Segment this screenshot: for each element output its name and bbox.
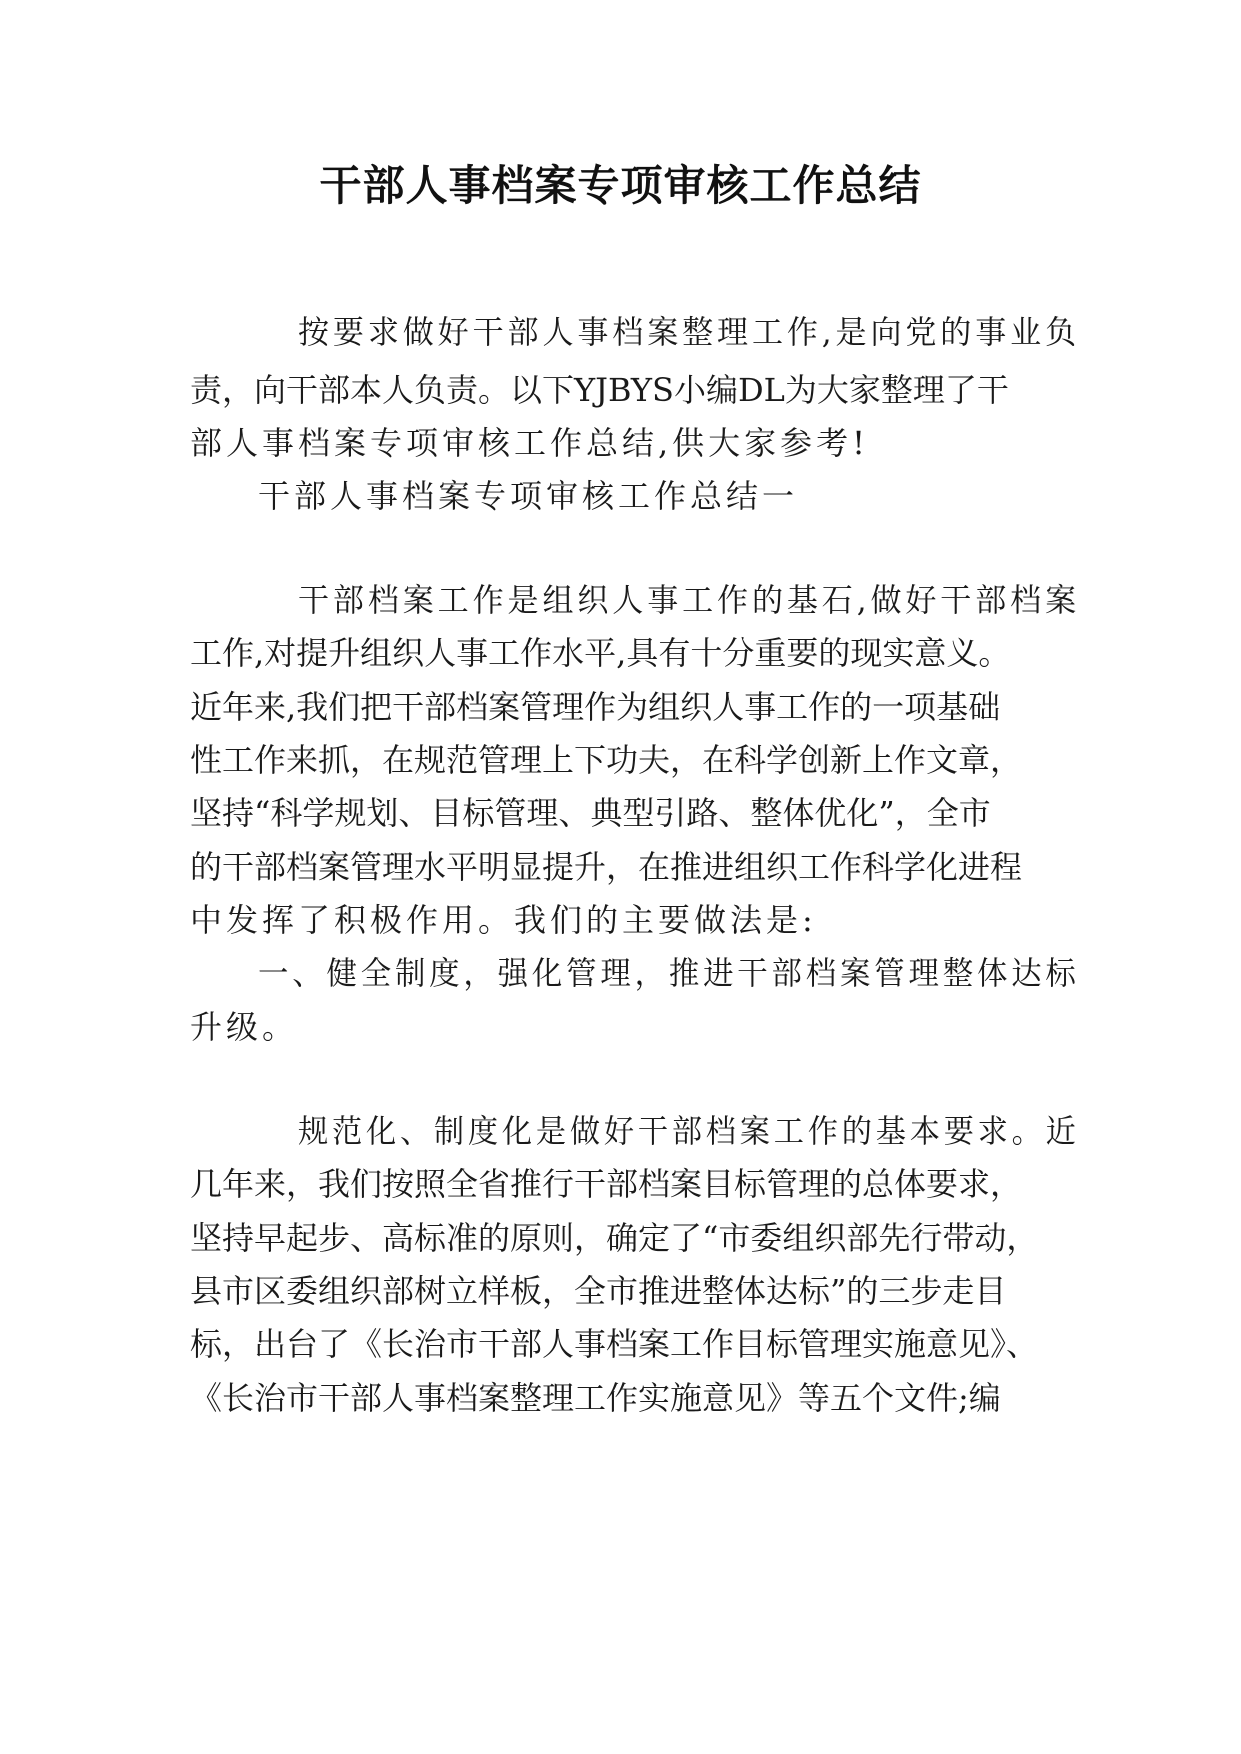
paragraph2-line-3: 坚持早起步、高标准的原则，确定了“市委组织部先行带动， (190, 1219, 1039, 1257)
paragraph2-line-1: 规范化、制度化是做好干部档案工作的基本要求。近 (298, 1112, 1080, 1150)
heading1-line-2: 升级。 (190, 1008, 299, 1046)
paragraph2-line-4: 县市区委组织部树立样板，全市推进整体达标”的三步走目 (190, 1272, 1007, 1310)
heading1-line-1: 一、健全制度，强化管理，推进干部档案管理整体达标 (258, 954, 1080, 992)
paragraph2-line-6: 《长治市干部人事档案整理工作实施意见》等五个文件;编 (190, 1379, 1001, 1417)
paragraph2-line-5: 标，出台了《长治市干部人事档案工作目标管理实施意见》、 (190, 1325, 1039, 1363)
paragraph1-line-5: 坚持“科学规划、目标管理、典型引路、整体优化”，全市 (190, 794, 991, 832)
paragraph1-line-4: 性工作来抓，在规范管理上下功夫，在科学创新上作文章， (190, 741, 1023, 779)
section-subtitle: 干部人事档案专项审核工作总结一 (258, 477, 799, 515)
intro-line-3: 部人事档案专项审核工作总结,供大家参考! (190, 424, 870, 462)
intro-line-2: 责，向干部本人负责。以下YJBYS小编DL为大家整理了干 (190, 371, 1009, 409)
paragraph2-line-2: 几年来，我们按照全省推行干部档案目标管理的总体要求， (190, 1165, 1023, 1203)
paragraph1-line-2: 工作,对提升组织人事工作水平,具有十分重要的现实意义。 (190, 634, 1011, 672)
document-title: 干部人事档案专项审核工作总结 (319, 161, 922, 210)
intro-line-1: 按要求做好干部人事档案整理工作,是向党的事业负 (298, 313, 1081, 351)
paragraph1-line-3: 近年来,我们把干部档案管理作为组织人事工作的一项基础 (190, 688, 1001, 726)
paragraph1-line-6: 的干部档案管理水平明显提升，在推进组织工作科学化进程 (190, 848, 1023, 886)
paragraph1-line-1: 干部档案工作是组织人事工作的基石,做好干部档案 (298, 581, 1081, 619)
paragraph1-line-7: 中发挥了积极作用。我们的主要做法是: (190, 901, 817, 939)
